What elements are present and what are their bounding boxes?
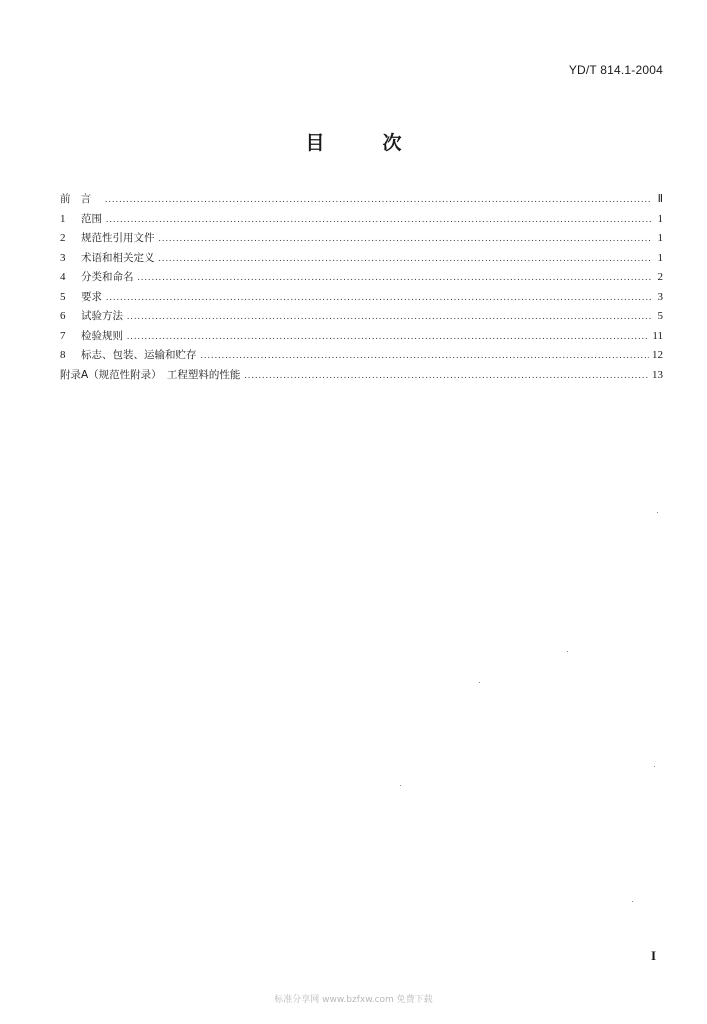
toc-entry-classification[interactable]	[60, 268, 663, 288]
toc-leader-dots	[201, 346, 650, 366]
toc-title	[0, 128, 707, 155]
toc-title-char-1: 目	[305, 132, 325, 154]
scan-speck	[400, 785, 401, 786]
toc-entry-label: 前言	[60, 193, 101, 205]
toc-leader-dots	[138, 268, 653, 288]
toc-title-char-2: 次	[382, 132, 402, 154]
toc-entry-label: 范围	[81, 212, 102, 225]
page-number: I	[650, 948, 656, 963]
toc-entry-normative-references[interactable]	[60, 229, 663, 249]
scan-speck	[654, 766, 655, 767]
toc-entry-number: 2	[60, 232, 66, 244]
toc-entry-label: 标志、包装、运输和贮存	[81, 349, 197, 361]
toc-leader-dots	[127, 327, 649, 347]
toc-entry-number: 7	[60, 329, 66, 342]
toc-entry-terms-definitions[interactable]	[60, 249, 663, 269]
scan-speck	[567, 651, 568, 652]
toc-entry-foreword[interactable]	[60, 190, 663, 210]
toc-leader-dots	[106, 210, 652, 230]
toc-entry-label: 分类和命名	[81, 271, 134, 283]
toc-entry-number: 6	[60, 310, 66, 322]
toc-entry-page: 2	[657, 271, 663, 283]
toc-entry-label: 规范性引用文件	[81, 232, 155, 244]
scan-speck	[657, 512, 658, 513]
toc-entry-test-methods[interactable]	[60, 307, 663, 327]
toc-entry-label: 附录A（规范性附录） 工程塑料的性能	[60, 368, 241, 381]
toc-list	[60, 190, 663, 385]
standard-number: YD/T 814.1-2004	[568, 63, 663, 77]
toc-entry-page: 5	[657, 310, 663, 322]
toc-entry-marking-packaging[interactable]	[60, 346, 663, 366]
toc-leader-dots	[159, 229, 653, 249]
toc-entry-annex-a[interactable]	[60, 366, 663, 386]
toc-entry-page: 13	[652, 368, 663, 381]
toc-entry-number: 4	[60, 271, 66, 283]
toc-entry-page: 12	[652, 349, 663, 361]
toc-entry-number: 5	[60, 290, 66, 303]
toc-entry-scope[interactable]	[60, 210, 663, 230]
toc-entry-number: 8	[60, 349, 66, 361]
toc-entry-number: 3	[60, 251, 66, 264]
watermark: 标准分享网 www.bzfxw.com 免费下载	[274, 995, 433, 1005]
toc-leader-dots	[105, 190, 652, 210]
toc-entry-requirements[interactable]	[60, 288, 663, 308]
toc-entry-label: 检验规则	[81, 329, 123, 342]
toc-entry-number: 1	[60, 212, 66, 225]
toc-entry-page: 1	[657, 232, 663, 244]
toc-entry-page: 1	[657, 251, 663, 264]
toc-entry-page: Ⅱ	[657, 193, 663, 205]
toc-entry-page: 3	[657, 290, 663, 303]
toc-entry-page: 11	[652, 329, 663, 342]
toc-entry-page: 1	[657, 212, 663, 225]
toc-leader-dots	[159, 249, 653, 269]
toc-entry-inspection-rules[interactable]	[60, 327, 663, 347]
toc-leader-dots	[106, 288, 652, 308]
toc-entry-label: 要求	[81, 290, 102, 303]
toc-entry-label: 试验方法	[81, 310, 123, 322]
scan-speck	[632, 901, 633, 902]
toc-entry-label: 术语和相关定义	[81, 251, 155, 264]
toc-leader-dots	[127, 307, 652, 327]
toc-leader-dots	[244, 366, 649, 386]
scan-speck	[479, 682, 480, 683]
